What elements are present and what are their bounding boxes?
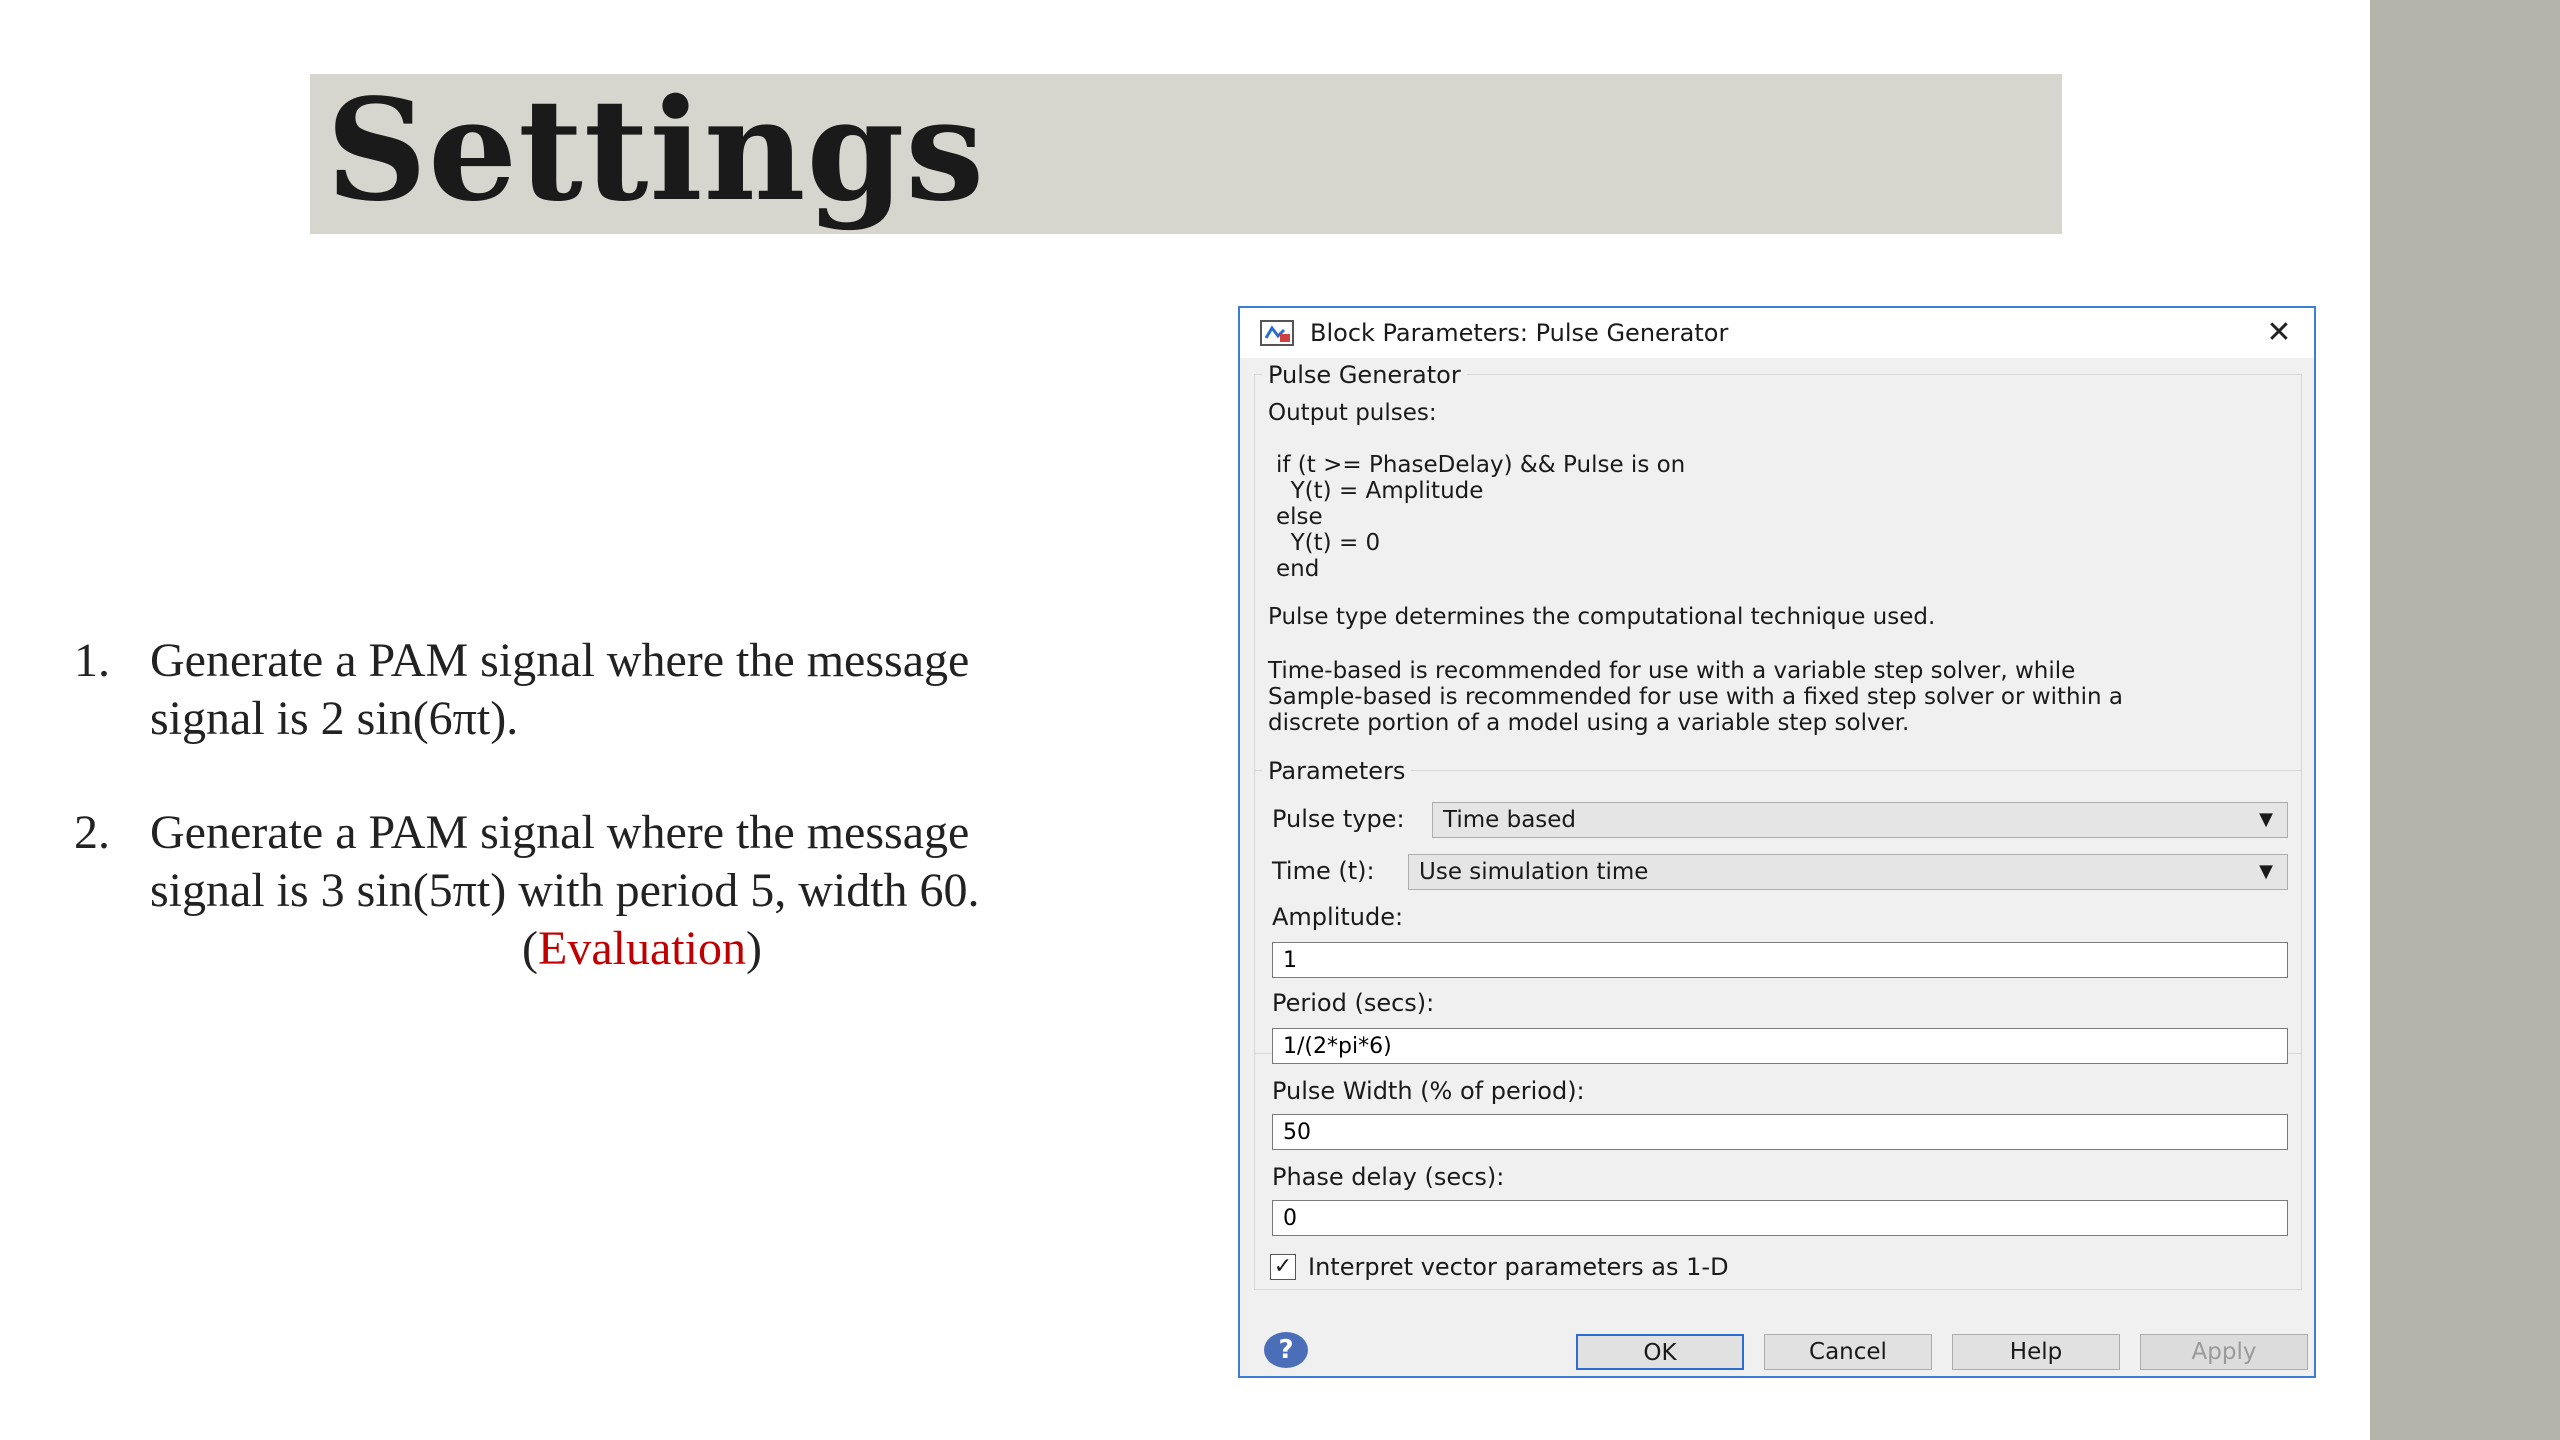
interpret-label: Interpret vector parameters as 1-D xyxy=(1308,1253,1729,1281)
task-line: signal is 3 sin(5πt) with period 5, width 60. xyxy=(150,864,980,917)
pulse-type-description: Pulse type determines the computational technique used. xyxy=(1268,604,1936,630)
output-pulses-label: Output pulses: xyxy=(1268,400,1437,426)
pulse-type-label: Pulse type: xyxy=(1272,805,1405,833)
amplitude-input[interactable] xyxy=(1272,942,2288,978)
evaluation-note xyxy=(150,920,1134,978)
title-band xyxy=(310,69,2062,234)
help-icon[interactable]: ? xyxy=(1264,1332,1308,1368)
task-number: 2. xyxy=(74,806,110,859)
task-line: Generate a PAM signal where the message xyxy=(150,634,970,687)
task-line: Generate a PAM signal where the message xyxy=(150,806,970,859)
ok-button[interactable]: OK xyxy=(1576,1334,1744,1370)
amplitude-label: Amplitude: xyxy=(1272,903,1404,931)
dialog-title: Block Parameters: Pulse Generator xyxy=(1310,319,1729,347)
period-label: Period (secs): xyxy=(1272,989,1435,1017)
chevron-down-icon: ▼ xyxy=(2259,809,2273,830)
cancel-button[interactable]: Cancel xyxy=(1764,1334,1932,1370)
pulse-width-label: Pulse Width (% of period): xyxy=(1272,1077,1585,1105)
time-based-description: Time-based is recommended for use with a variable step solver, while Sample-based is recommended for use with a fixed step solver or within a discrete portion of a model using a variable step solver. xyxy=(1268,658,2123,736)
time-select[interactable] xyxy=(1408,854,2288,890)
period-input[interactable] xyxy=(1272,1028,2288,1064)
page-title: Settings xyxy=(326,69,986,233)
pulse-type-select[interactable] xyxy=(1432,802,2288,838)
block-parameters-dialog xyxy=(1238,306,2316,1378)
pulse-logic-code: if (t >= PhaseDelay) && Pulse is on Y(t) = Amplitude else Y(t) = 0 end xyxy=(1276,452,1686,582)
group-label: Pulse Generator xyxy=(1262,360,1467,390)
interpret-checkbox[interactable]: ✓ xyxy=(1270,1254,1296,1280)
phase-delay-label: Phase delay (secs): xyxy=(1272,1163,1505,1191)
slide-side-bar xyxy=(2370,0,2560,1440)
task-item xyxy=(74,632,1134,748)
time-label: Time (t): xyxy=(1272,857,1375,885)
task-list xyxy=(74,632,1134,1034)
simulink-block-icon xyxy=(1260,320,1294,346)
eval-open-paren: ( xyxy=(522,922,539,975)
phase-delay-input[interactable] xyxy=(1272,1200,2288,1236)
close-icon[interactable]: ✕ xyxy=(2266,315,2292,350)
dialog-titlebar[interactable] xyxy=(1240,308,2314,358)
pulse-type-value: Time based xyxy=(1443,807,1577,833)
help-button[interactable]: Help xyxy=(1952,1334,2120,1370)
apply-button[interactable]: Apply xyxy=(2140,1334,2308,1370)
pulse-width-input[interactable] xyxy=(1272,1114,2288,1150)
task-line: signal is 2 sin(6πt). xyxy=(150,692,519,745)
eval-word: Evaluation xyxy=(538,922,746,975)
group-label: Parameters xyxy=(1262,756,1411,786)
task-item xyxy=(74,804,1134,978)
eval-close-paren: ) xyxy=(745,922,762,975)
task-number: 1. xyxy=(74,634,110,687)
chevron-down-icon: ▼ xyxy=(2259,861,2273,882)
time-value: Use simulation time xyxy=(1419,859,1649,885)
